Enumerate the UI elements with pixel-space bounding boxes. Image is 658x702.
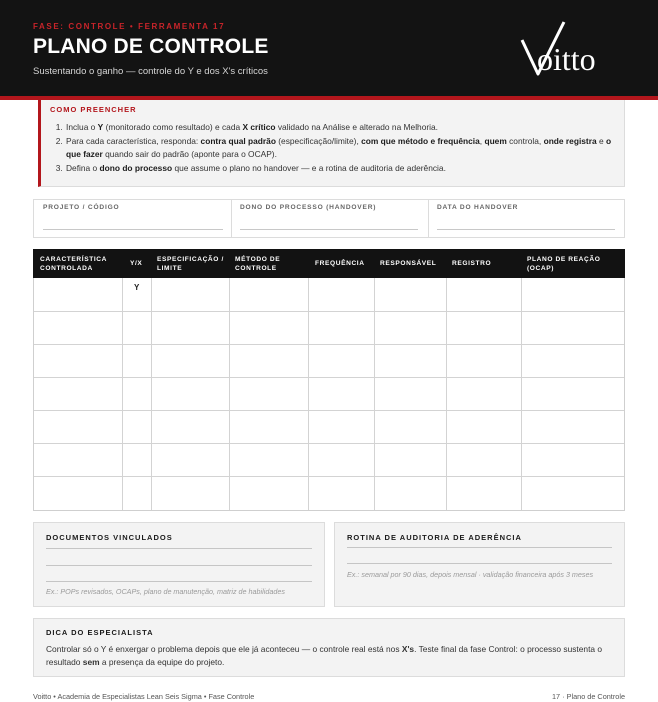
emphasis-text: contra qual padrão <box>200 135 276 146</box>
col-header-frequency: FREQUÊNCIA <box>315 260 365 267</box>
emphasis-text: sem <box>82 657 100 667</box>
expert-tip-box <box>33 618 625 677</box>
audit-routine-hint: Ex.: semanal por 90 dias, depois mensal · validação financeira após 3 meses <box>347 570 594 579</box>
col-header-characteristic: CARACTERÍSTICA CONTROLADA <box>40 255 107 272</box>
project-info-fields <box>33 199 625 238</box>
instruction-item-3 <box>65 162 615 176</box>
input-line <box>43 229 223 230</box>
instruction-item-2 <box>65 135 615 162</box>
emphasis-text: dono do processo <box>99 162 173 173</box>
header-banner <box>0 0 658 96</box>
text-run: (especificação/limite), <box>275 135 362 146</box>
input-line[interactable] <box>46 565 312 566</box>
instructions-list <box>65 121 615 175</box>
linked-documents-hint: Ex.: POPs revisados, OCAPs, plano de manutenção, matriz de habilidades <box>46 587 285 596</box>
text-run: quando sair do padrão (aponte para o OCAP). <box>102 149 277 159</box>
project-code-label: PROJETO / CÓDIGO <box>43 204 120 211</box>
row-divider <box>34 311 624 312</box>
instructions-box <box>38 100 625 187</box>
col-header-specification: ESPECIFICAÇÃO / LIMITE <box>157 255 224 272</box>
voitto-logo <box>518 18 630 78</box>
text-run: Para cada característica, responda: <box>66 135 201 146</box>
text-run: Controlar só o Y é enxergar o problema depois que ele já aconteceu — o controle real está nos <box>46 644 402 654</box>
page-subtitle: Sustentando o ganho — controle do Y e dos X's críticos <box>33 66 268 77</box>
text-run: (monitorado como resultado) e cada <box>103 122 243 132</box>
footer-left: Voitto • Academia de Especialistas Lean Seis Sigma • Fase Controle <box>33 692 255 701</box>
text-run: controla, <box>506 135 544 146</box>
text-run: validado na Análise e alterado na Melhoria. <box>275 122 439 132</box>
emphasis-text: X crítico <box>242 122 276 132</box>
control-plan-table-header <box>33 249 625 278</box>
text-run: a presença da equipe do projeto. <box>99 657 225 667</box>
col-header-yx: Y/X <box>130 260 143 267</box>
emphasis-text: quem <box>484 135 507 146</box>
col-header-reaction-plan: PLANO DE REAÇÃO (OCAP) <box>527 255 601 272</box>
input-line[interactable] <box>46 548 312 549</box>
text-run: . Teste final da fase Control: o processo sustenta o resultado <box>46 644 603 667</box>
emphasis-text: onde registra <box>543 135 597 146</box>
expert-tip-text <box>46 643 616 669</box>
handover-date-label: DATA DO HANDOVER <box>437 204 519 211</box>
process-owner-field[interactable] <box>231 200 428 237</box>
emphasis-text: o que fazer <box>66 135 612 159</box>
col-header-method: MÉTODO DE CONTROLE <box>235 255 281 272</box>
row-divider <box>34 377 624 378</box>
input-line <box>240 229 418 230</box>
linked-documents-title: DOCUMENTOS VINCULADOS <box>46 533 173 542</box>
row-divider <box>34 344 624 345</box>
input-line[interactable] <box>347 563 612 564</box>
emphasis-text: Y <box>97 122 104 132</box>
audit-routine-box <box>334 522 625 607</box>
text-run: e <box>596 135 606 146</box>
row-divider <box>34 410 624 411</box>
linked-documents-box <box>33 522 325 607</box>
instruction-item-1 <box>65 121 615 135</box>
expert-tip-title: DICA DO ESPECIALISTA <box>46 628 154 637</box>
instructions-title: COMO PREENCHER <box>50 105 137 114</box>
text-run: Inclua o <box>66 122 98 132</box>
col-header-responsible: RESPONSÁVEL <box>380 260 437 267</box>
text-run: , <box>479 135 485 146</box>
input-line[interactable] <box>46 581 312 582</box>
footer-right: 17 · Plano de Controle <box>551 692 625 701</box>
input-line <box>437 229 615 230</box>
row-divider <box>34 443 624 444</box>
control-plan-table-body <box>33 278 625 511</box>
process-owner-label: DONO DO PROCESSO (HANDOVER) <box>240 204 377 211</box>
text-run: que assume o plano no handover — e a rotina de auditoria de aderência. <box>172 162 446 173</box>
project-code-field[interactable] <box>34 200 232 237</box>
row-divider <box>34 476 624 477</box>
page-title: PLANO DE CONTROLE <box>33 35 269 58</box>
handover-date-field[interactable] <box>428 200 624 237</box>
input-line[interactable] <box>347 547 612 548</box>
emphasis-text: com que método e frequência <box>361 135 480 146</box>
svg-text:oitto: oitto <box>537 41 596 77</box>
col-header-record: REGISTRO <box>452 260 492 267</box>
table-row-1-yx-value: Y <box>134 283 140 292</box>
text-run: Defina o <box>66 162 100 173</box>
phase-label: FASE: CONTROLE • FERRAMENTA 17 <box>33 22 226 31</box>
audit-routine-title: ROTINA DE AUDITORIA DE ADERÊNCIA <box>347 533 522 542</box>
emphasis-text: X's <box>401 644 415 654</box>
